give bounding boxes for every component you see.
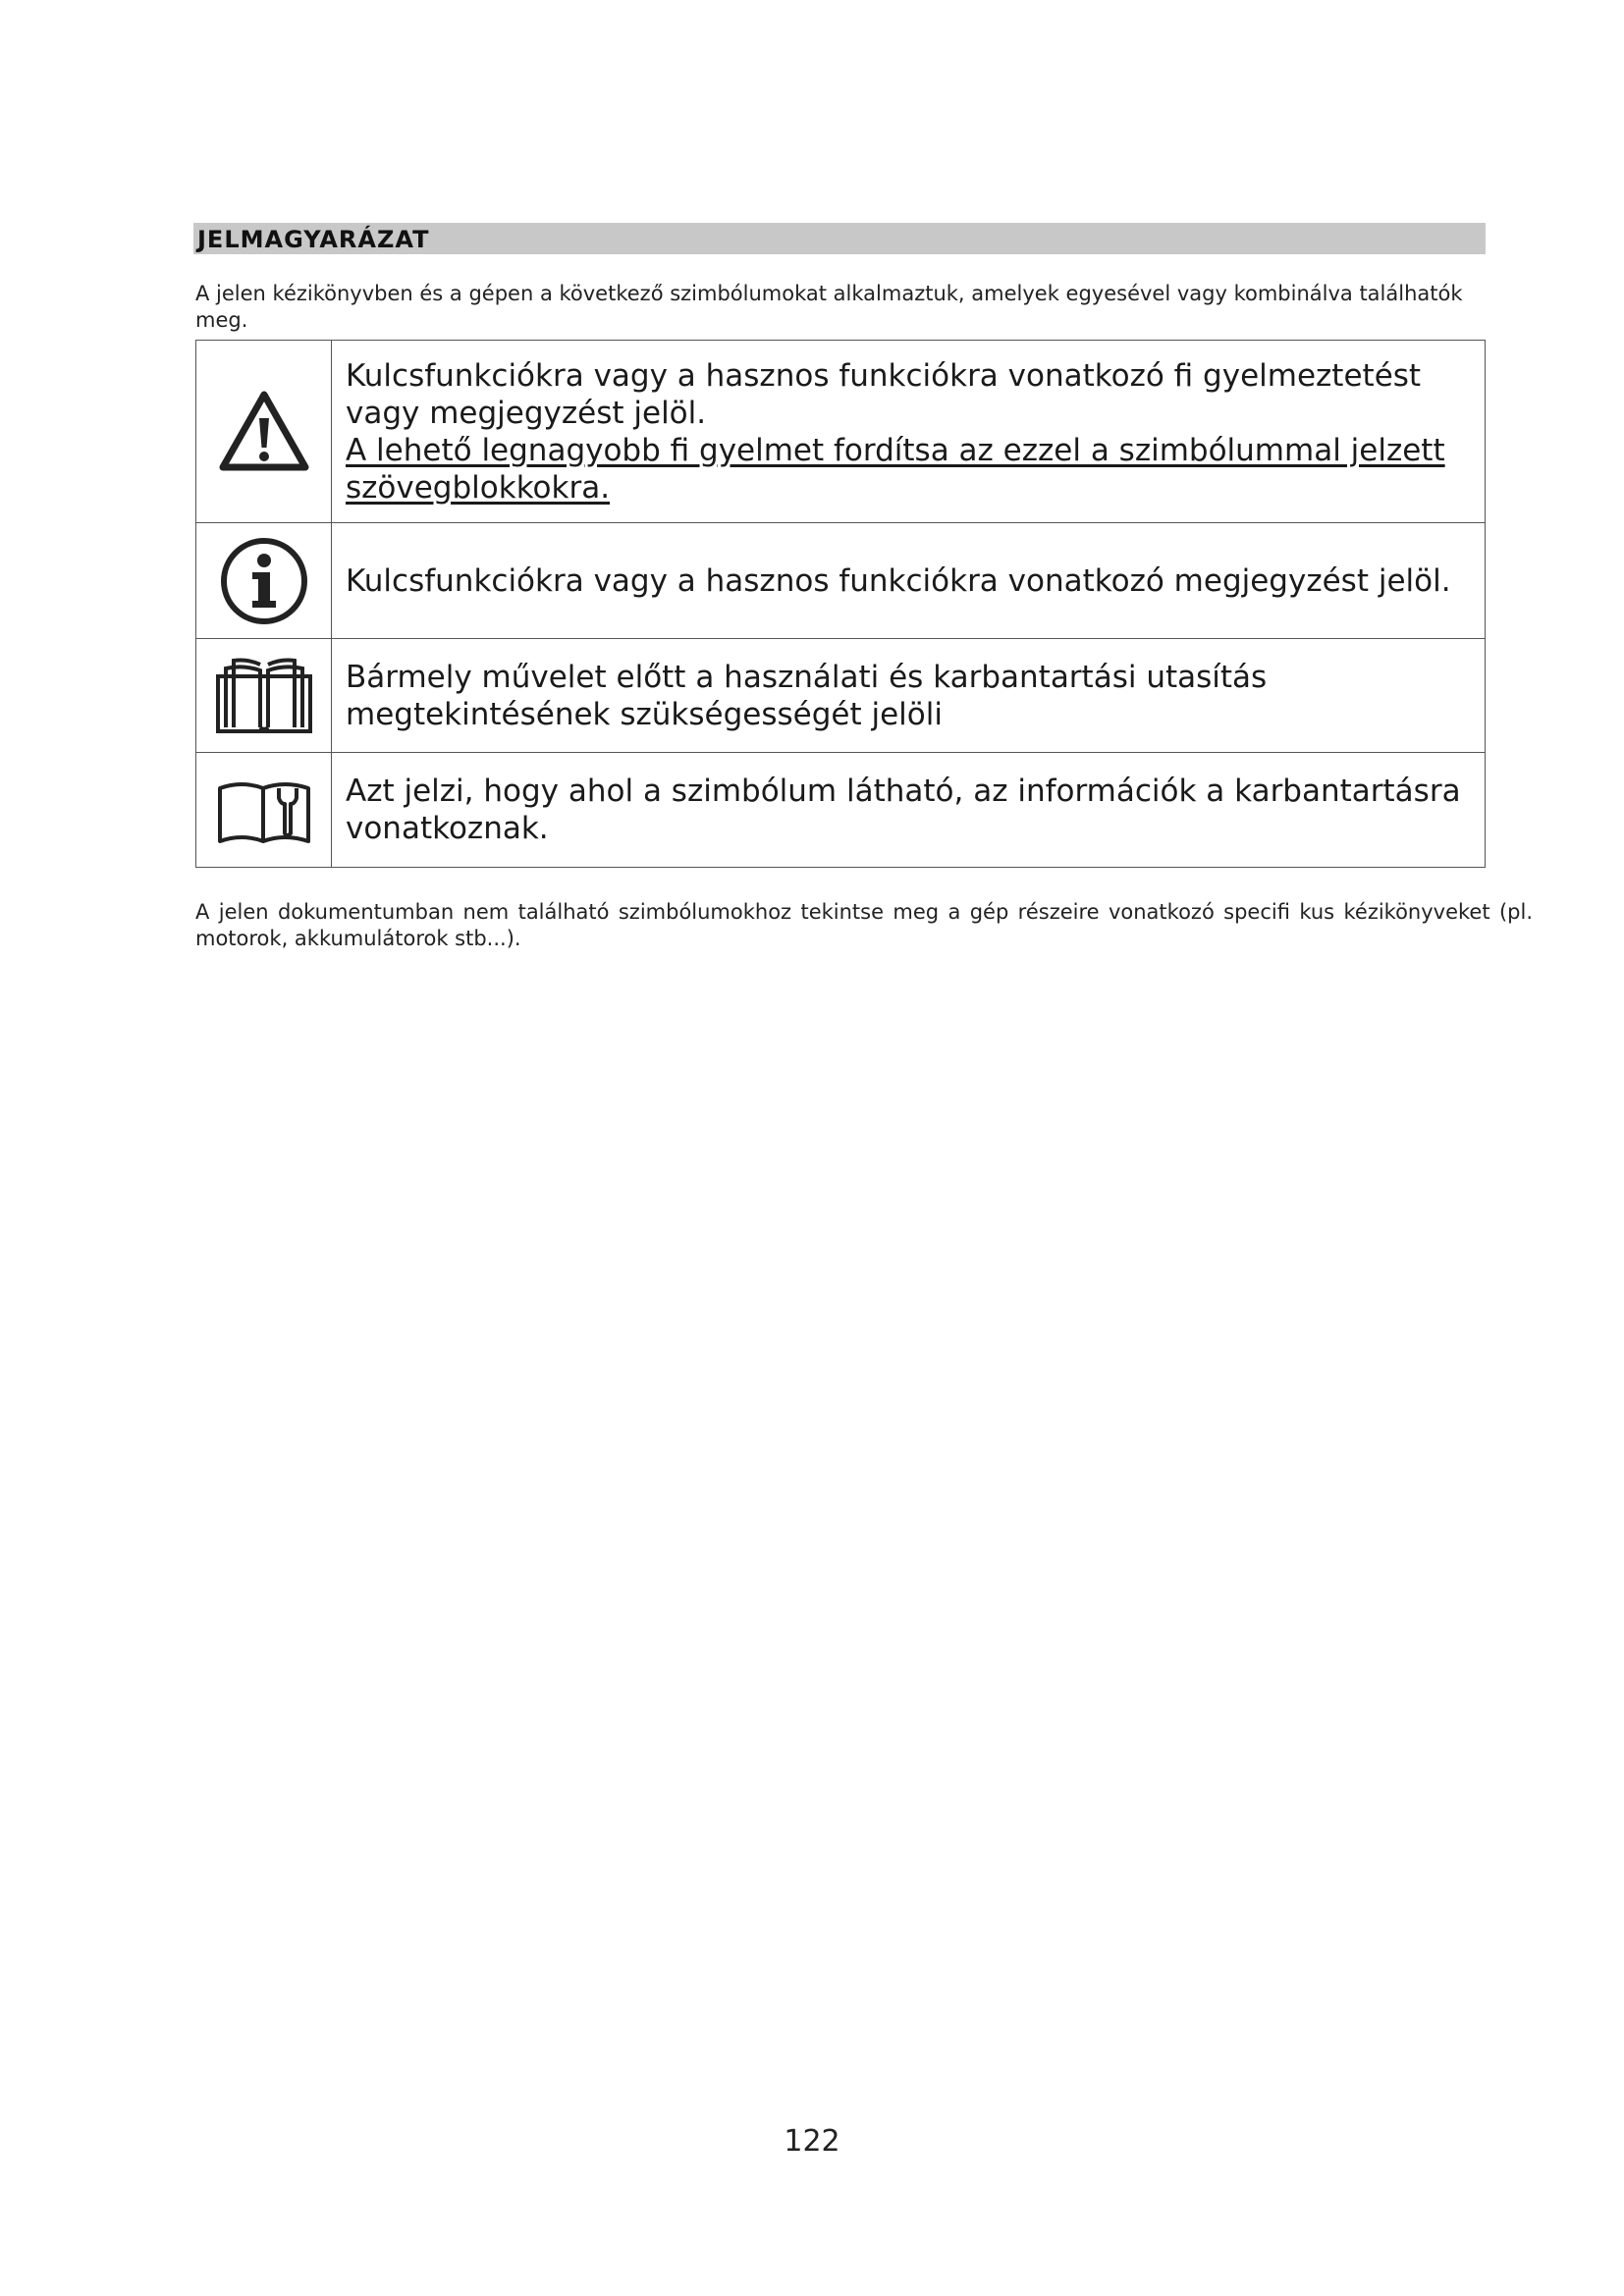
legend-row <box>196 523 1486 639</box>
page-number: 122 <box>784 2124 840 2159</box>
intro-paragraph: A jelen kézikönyvben és a gépen a következő szimbólumokat alkalmaztuk, amelyek egyesével vagy kombinálva találhatók meg. <box>195 282 1463 332</box>
open-book-icon <box>216 657 312 735</box>
footer-note: A jelen dokumentumban nem található szimbólumokhoz tekintse meg a gép részeire vonatkozó specifi kus kézikönyveket (pl. motorok, akkumulátorok stb...). <box>195 900 1533 950</box>
legend-description: Azt jelzi, hogy ahol a szimbólum látható, az információk a karbantartásra vonatkoznak. <box>346 774 1461 846</box>
maintenance-manual-icon <box>216 774 312 845</box>
legend-row <box>196 639 1486 753</box>
legend-icon-cell <box>196 639 332 753</box>
legend-text-cell <box>332 523 1486 639</box>
legend-text-cell <box>332 753 1486 868</box>
info-icon <box>219 536 309 626</box>
legend-description: Kulcsfunkciókra vagy a hasznos funkciókra vonatkozó megjegyzést jelöl. <box>346 562 1451 599</box>
legend-description: Kulcsfunkciókra vagy a hasznos funkciókra vonatkozó fi gyelmeztetést vagy megjegyzést jelöl. <box>346 357 1422 431</box>
legend-icon-cell <box>196 341 332 523</box>
legend-icon-cell <box>196 523 332 639</box>
legend-row <box>196 341 1486 523</box>
warning-triangle-icon <box>217 389 311 475</box>
legend-emphasis: A lehető legnagyobb fi gyelmet fordítsa az ezzel a szimbólummal jelzett szövegblokkokra. <box>346 432 1445 506</box>
legend-row <box>196 753 1486 868</box>
section-heading-bar <box>193 223 1486 254</box>
legend-icon-cell <box>196 753 332 868</box>
legend-description: Bármely művelet előtt a használati és karbantartási utasítás megtekintésének szükségességét jelöli <box>346 659 1268 732</box>
section-title: JELMAGYARÁZAT <box>197 226 430 253</box>
legend-text-cell <box>332 341 1486 523</box>
symbol-legend-table <box>195 340 1486 868</box>
legend-text-cell <box>332 639 1486 753</box>
